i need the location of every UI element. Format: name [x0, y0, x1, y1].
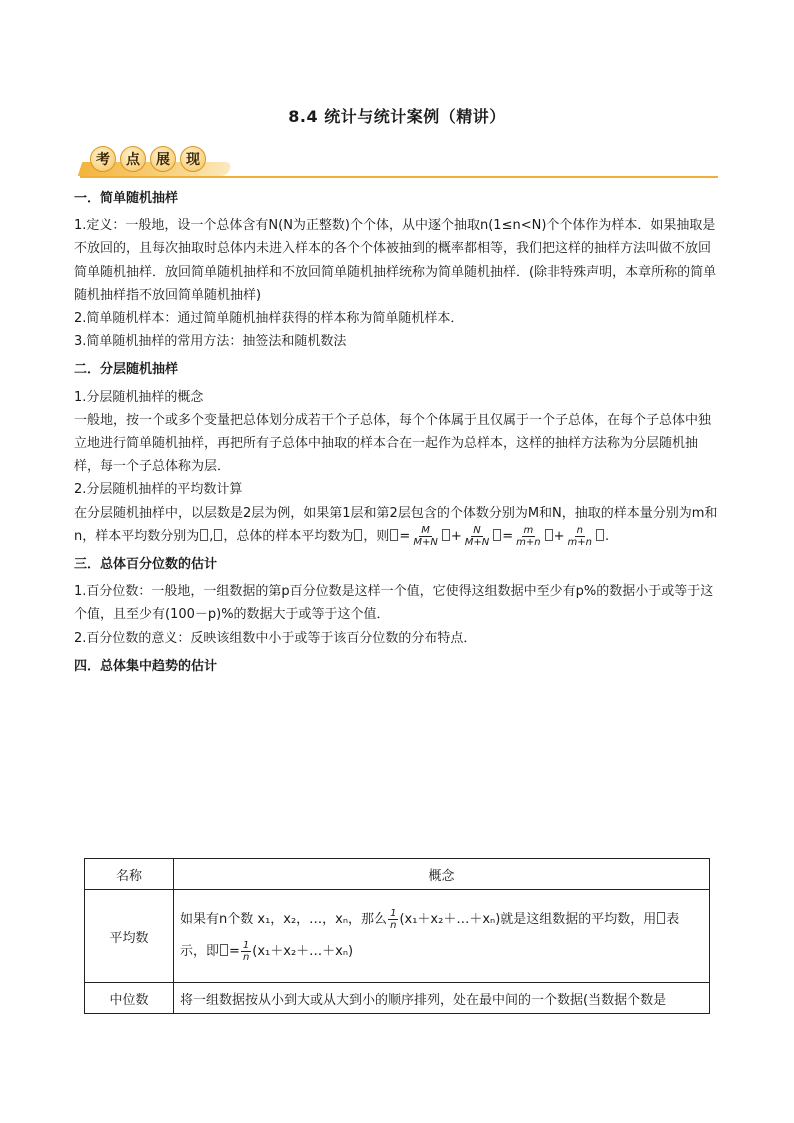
equals-sign: =: [502, 528, 514, 544]
section-badge: [80, 142, 230, 180]
table-row: [85, 983, 710, 1014]
badge-char: 考: [90, 146, 116, 172]
formula-placeholder: [214, 529, 222, 541]
table-cell-concept: 如果有n个数 x₁，x₂，…，xₙ，那么 $\frac{1}{n}$ (x₁＋x₂＋…＋xₙ)就是这组数据的平均数，用 表示，即 = $\frac{1}{n}$ (x₁＋x₂＋…＋xₙ): [174, 890, 710, 983]
formula-placeholder: [390, 529, 398, 541]
period: .: [604, 528, 610, 544]
plus-sign: +: [450, 528, 462, 544]
table-row: [85, 890, 710, 983]
paragraph: 2.简单随机样本：通过简单随机抽样获得的样本称为简单随机样本．: [74, 311, 464, 327]
formula-placeholder: [220, 944, 228, 956]
header-divider: [80, 176, 718, 178]
paragraph: 3.简单随机抽样的常用方法：抽签法和随机数法: [74, 334, 347, 350]
formula-placeholder: [442, 529, 450, 541]
paragraph: 1.定义：一般地，设一个总体含有N(N为正整数)个个体，从中逐个抽取n(1≤n<N)个个体作为样本．如果抽取是不放回的，且每次抽取时总体内未进入样本的各个个体被抽到的概率都相等，我们把这样的抽样方法叫做不放回简单随机抽样．放回简单随机抽样和不放回简单随机抽样统称为简单随机抽样．(除非特殊声明，本章所称的简单随机抽样指不放回简单随机抽样): [74, 218, 717, 303]
paragraph: 1.百分位数：一般地，一组数据的第p百分位数是这样一个值，它使得这组数据中至少有p%的数据小于或等于这个值，且至少有(100－p)%的数据大于或等于这个值．: [74, 584, 714, 623]
table-header-concept: 概念: [174, 859, 710, 890]
table-cell-concept: 将一组数据按从小到大或从大到小的顺序排列，处在最中间的一个数据(当数据个数是: [174, 983, 710, 1014]
table-cell-name: 平均数: [85, 890, 174, 983]
formula-placeholder: [354, 529, 362, 541]
equals-sign: =: [229, 944, 240, 959]
fraction: $\frac{M}{M+N}$: [413, 524, 438, 548]
table-header-row: [85, 859, 710, 890]
paragraph: 一般地，按一个或多个变量把总体划分成若干个子总体，每个个体属于且仅属于一个子总体，在每个子总体中独立地进行简单随机抽样，再把所有子总体中抽取的样本合在一起作为总样本，这样的抽样方法称为分层随机抽样，每一个子总体称为层．: [74, 412, 712, 475]
formula-paragraph: 在分层随机抽样中，以层数是2层为例，如果第1层和第2层包含的个体数分别为M和N，抽取的样本量分别为m和n，样本平均数分别为 , ，总体的样本平均数为 ，则 = $\frac{M}{M+N}$ + $\frac{N}{M+N}$ = $\frac{m}{m+n}$ + $\frac{n}{m+n}$ .: [74, 505, 718, 548]
formula-placeholder: [596, 529, 604, 541]
formula-placeholder: [657, 912, 665, 924]
badge-char: 点: [120, 146, 146, 172]
section-heading: 三．总体百分位数的估计: [74, 557, 218, 573]
paragraph: 2.百分位数的意义：反映该组数中小于或等于该百分位数的分布特点．: [74, 630, 477, 646]
formula-text: ，则: [363, 528, 390, 544]
table-cell-name: 中位数: [85, 983, 174, 1014]
fraction: $\frac{1}{n}$: [390, 908, 397, 931]
page-title: 8.4 统计与统计案例（精讲）: [288, 107, 506, 126]
table-header-name: 名称: [85, 859, 174, 890]
equals-sign: =: [399, 528, 411, 544]
document-body: [74, 182, 720, 682]
concept-table: [84, 858, 710, 1014]
formula-text: ，总体的样本平均数为: [223, 528, 354, 544]
fraction: $\frac{1}{n}$: [242, 940, 250, 963]
fraction: $\frac{N}{M+N}$: [464, 524, 490, 548]
formula-placeholder: [493, 529, 501, 541]
fraction: $\frac{n}{m+n}$: [567, 524, 592, 548]
formula-placeholder: [200, 529, 208, 541]
section-heading: 四．总体集中趋势的估计: [74, 658, 218, 674]
section-heading: 二．分层随机抽样: [74, 362, 179, 378]
fraction: $\frac{m}{m+n}$: [516, 524, 541, 548]
plus-sign: +: [553, 528, 565, 544]
formula-text: 在分层随机抽样中，以层数是2层为例，如果第1层和第2层包含的个体数分别为M和N，抽取的样本量分别为m和n，样本平均数分别为: [74, 505, 718, 544]
badge-char: 现: [180, 146, 206, 172]
paragraph: 1.分层随机抽样的概念: [74, 389, 204, 405]
badge-char: 展: [150, 146, 176, 172]
formula-placeholder: [545, 529, 553, 541]
section-heading: 一．简单随机抽样: [74, 191, 179, 206]
paragraph: 2.分层随机抽样的平均数计算: [74, 482, 243, 498]
